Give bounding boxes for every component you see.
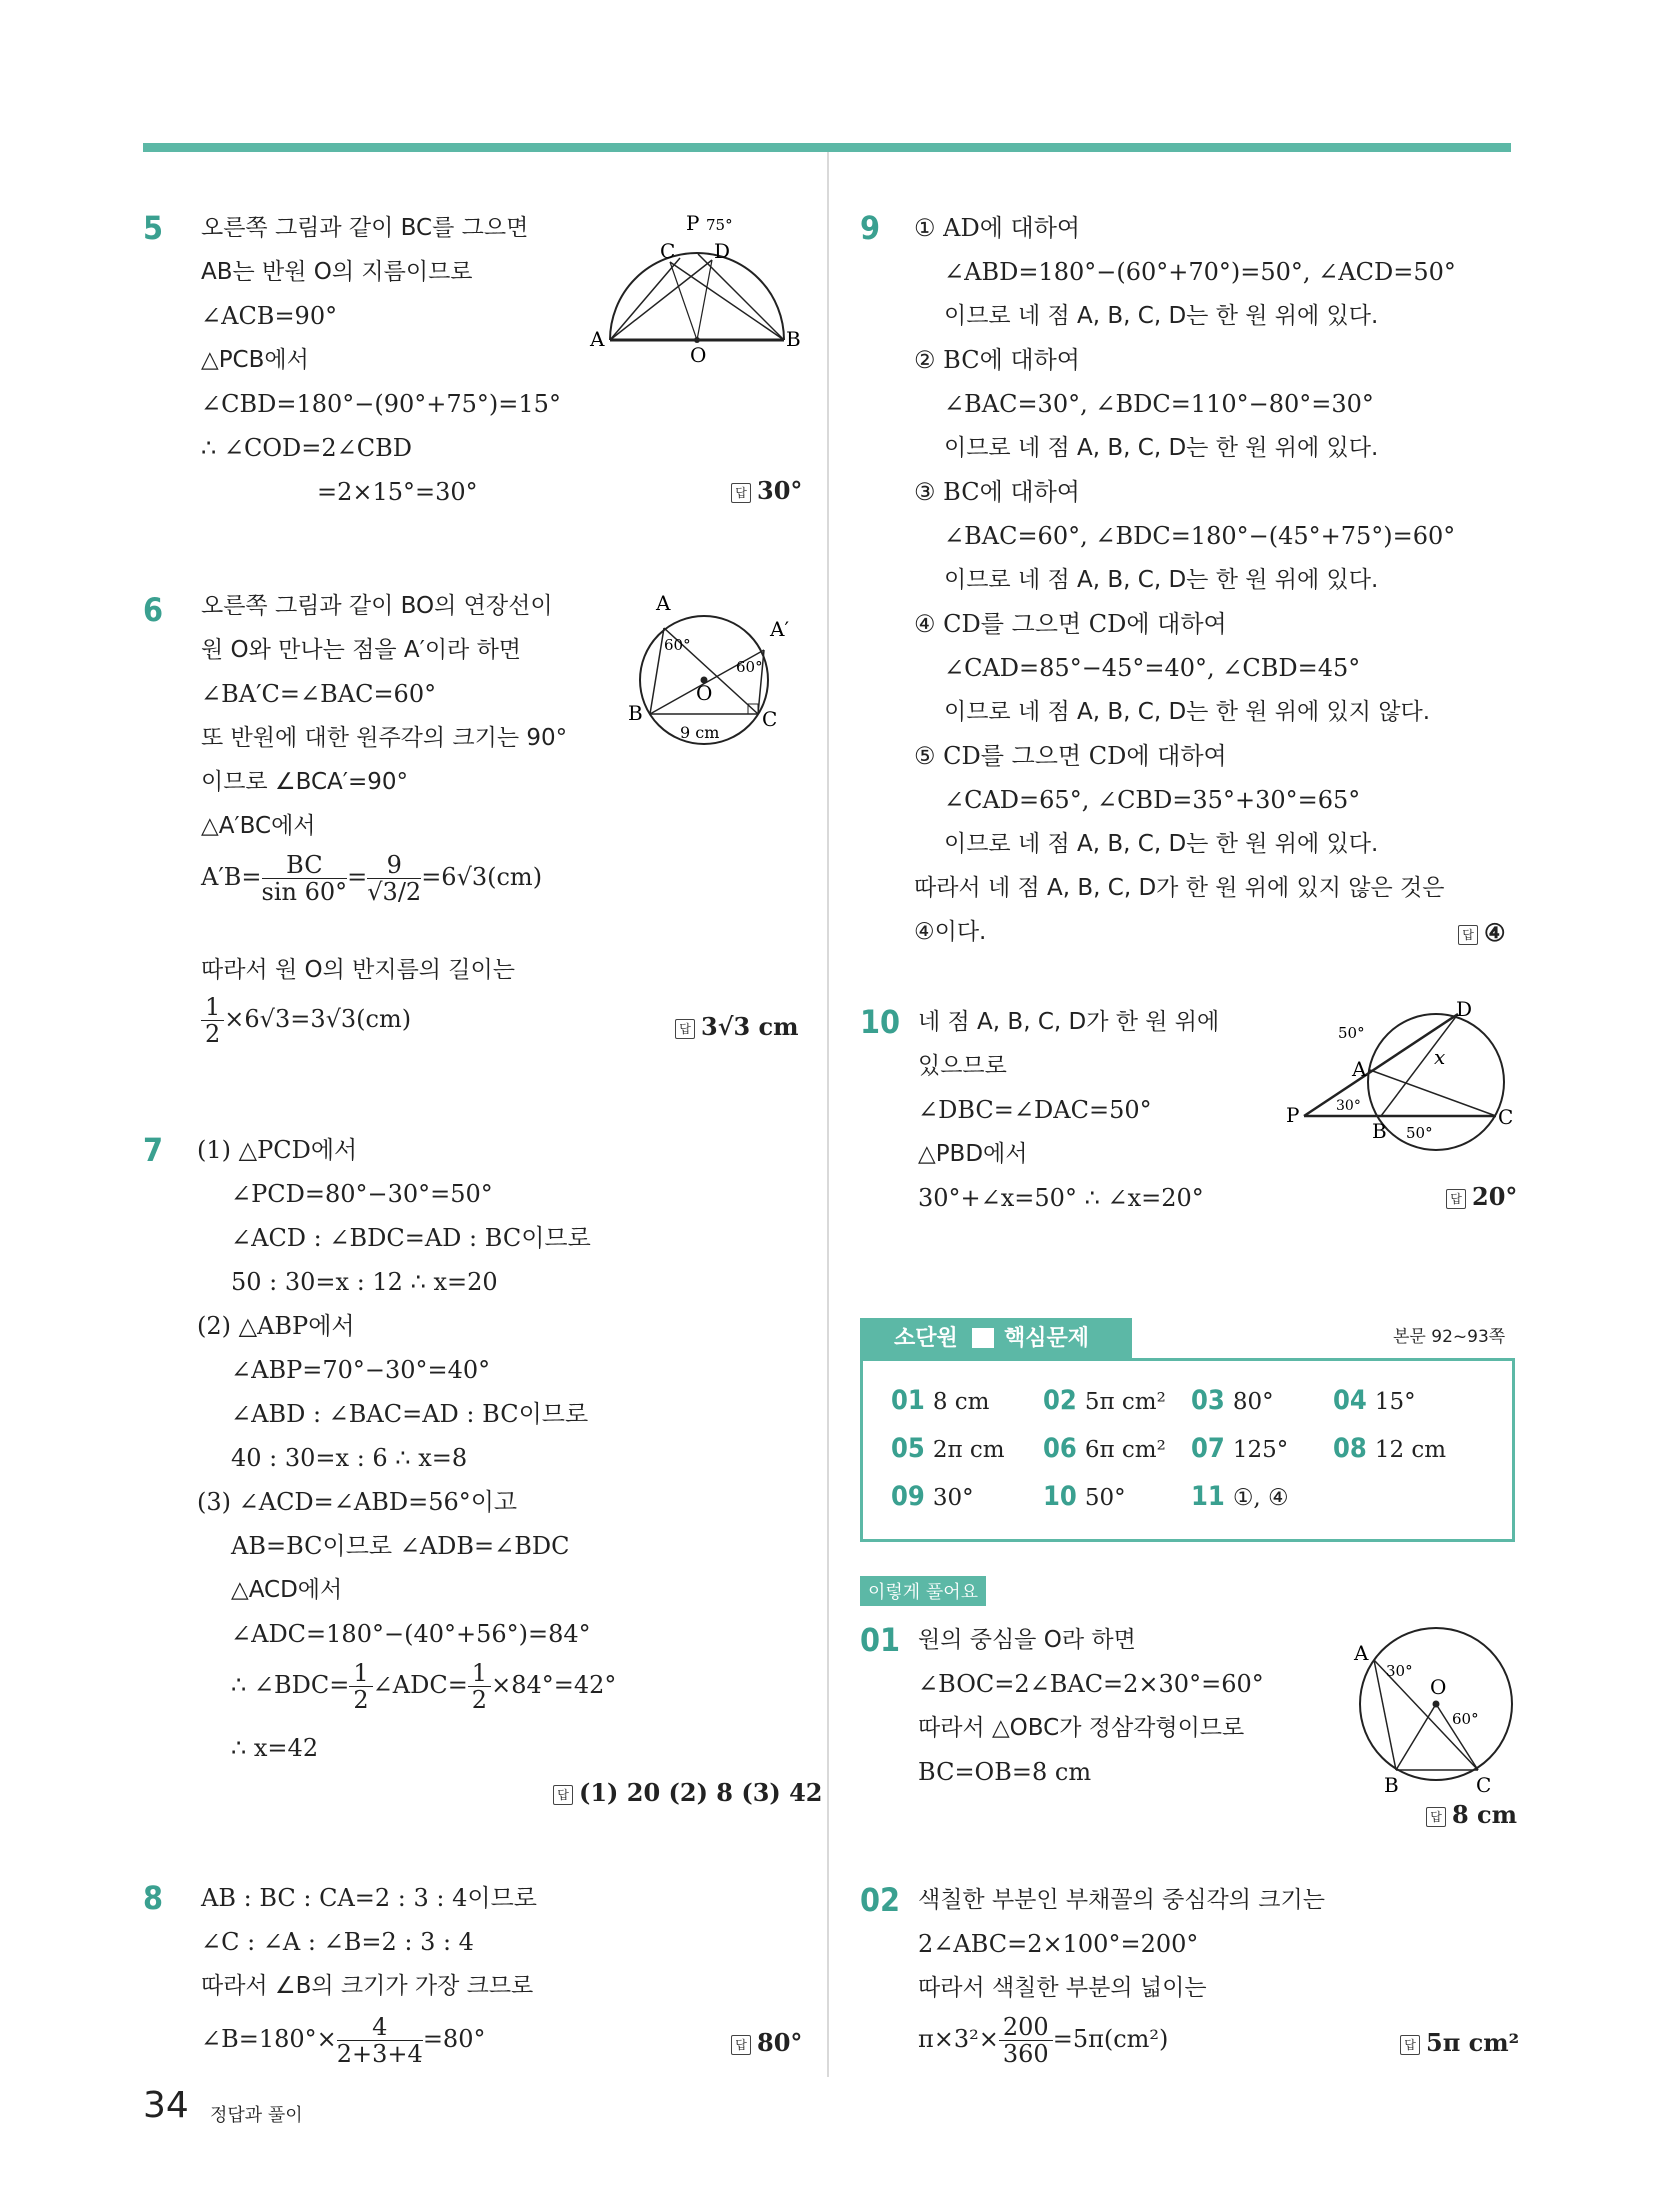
answer-item: 06 6π cm² <box>1043 1433 1166 1464</box>
label-p: P <box>1286 1103 1300 1127</box>
equation: ∠B=180°× $\frac{4}{2+3+4}$ =80° <box>201 2013 486 2068</box>
answer-mark-icon: 답 <box>1458 925 1478 945</box>
line: 오른쪽 그림과 같이 BC를 그으면 <box>201 215 529 241</box>
label-b: B <box>1372 1119 1387 1143</box>
label-o: O <box>696 681 713 705</box>
line: BC=OB=8 cm <box>918 1758 1092 1786</box>
label-c: C <box>762 707 778 731</box>
line: (3) ∠ACD=∠ABD=56°이고 <box>197 1488 518 1516</box>
line: ∠BA′C=∠BAC=60° <box>201 680 437 708</box>
answer: 답 5π cm² <box>1400 2028 1519 2057</box>
line: ∠ABP=70°−30°=40° <box>231 1356 491 1384</box>
answer: 답 20° <box>1446 1182 1517 1211</box>
equation: ∴ ∠BDC= $\frac{1}{2}$ ∠ADC= $\frac{1}{2}$ ×84°=42° <box>231 1659 617 1714</box>
line: 따라서 △OBC가 정삼각형이므로 <box>918 1715 1245 1741</box>
line: 이므로 ∠BCA′=90° <box>201 769 409 795</box>
label-angle-2: 30° <box>1336 1098 1361 1114</box>
label-length: 9 cm <box>680 723 720 742</box>
line: 원의 중심을 O라 하면 <box>918 1627 1136 1653</box>
label-d: D <box>714 239 731 263</box>
line: 따라서 색칠한 부분의 넓이는 <box>918 1975 1207 2001</box>
answer-item: 07 125° <box>1191 1433 1289 1464</box>
line: AB는 반원 O의 지름이므로 <box>201 259 473 285</box>
label-b: B <box>786 327 801 351</box>
problem-number: 01 <box>860 1621 901 1659</box>
answer-item: 04 15° <box>1333 1385 1416 1416</box>
label-angle-o: 60° <box>1452 1710 1479 1728</box>
line: 50 : 30=x : 12 ∴ x=20 <box>231 1268 498 1296</box>
core-problems-tab <box>860 1318 1132 1360</box>
label-angle: 75° <box>706 216 733 234</box>
line: ∠C : ∠A : ∠B=2 : 3 : 4 <box>201 1928 474 1956</box>
label-o: O <box>1430 1675 1447 1699</box>
line: ∠ADC=180°−(40°+56°)=84° <box>231 1620 591 1648</box>
line: AB : BC : CA=2 : 3 : 4이므로 <box>201 1884 537 1912</box>
line: 있으므로 <box>918 1053 1007 1079</box>
line: ④이다. <box>914 919 987 945</box>
line: ④ CD를 그으면 CD에 대하여 <box>914 610 1227 638</box>
section-title: 정답과 풀이 <box>210 2105 303 2126</box>
line: ∠BAC=60°, ∠BDC=180°−(45°+75°)=60° <box>944 522 1456 550</box>
answer-mark-icon: 답 <box>675 1019 695 1039</box>
line: 40 : 30=x : 6 ∴ x=8 <box>231 1444 468 1472</box>
answer-item: 03 80° <box>1191 1385 1274 1416</box>
tab-title: 핵심문제 <box>1004 1326 1090 1351</box>
line: ∠ABD=180°−(60°+70°)=50°, ∠ACD=50° <box>944 258 1456 286</box>
line: ① AD에 대하여 <box>914 214 1081 242</box>
column-divider <box>827 152 829 2077</box>
label-a: A <box>1354 1641 1369 1665</box>
label-angle-3: 50° <box>1406 1124 1433 1142</box>
line: 이므로 네 점 A, B, C, D는 한 원 위에 있다. <box>944 303 1379 329</box>
line: 네 점 A, B, C, D가 한 원 위에 <box>918 1009 1220 1035</box>
label-p: P <box>686 211 700 235</box>
equation: $\frac{1}{2}$ ×6√3=3√3(cm) <box>201 994 411 1047</box>
line: ∠BOC=2∠BAC=2×30°=60° <box>918 1670 1264 1698</box>
label-a-prime: A′ <box>770 617 789 641</box>
line: 이므로 네 점 A, B, C, D는 한 원 위에 있다. <box>944 435 1379 461</box>
figure-circle-6 <box>612 588 808 748</box>
label-x: x <box>1434 1045 1446 1069</box>
label-b: B <box>1384 1773 1399 1797</box>
answer: 답 ④ <box>1458 918 1506 947</box>
label-b: B <box>628 701 643 725</box>
line: 또 반원에 대한 원주각의 크기는 90° <box>201 725 568 751</box>
problem-number: 7 <box>143 1131 164 1169</box>
answer-item: 05 2π cm <box>891 1433 1005 1464</box>
equation: π×3²× $\frac{200}{360}$ =5π(cm²) <box>918 2013 1169 2068</box>
problem-number: 9 <box>860 209 881 247</box>
line: ② BC에 대하여 <box>914 346 1080 374</box>
answer-mark-icon: 답 <box>1426 1807 1446 1827</box>
line: (2) △ABP에서 <box>197 1312 355 1340</box>
label-angle-a: 30° <box>1386 1662 1413 1680</box>
line: 원 O와 만나는 점을 A′이라 하면 <box>201 637 522 663</box>
label-a: A <box>590 327 605 351</box>
answer: 답 (1) 20 (2) 8 (3) 42 <box>553 1778 823 1807</box>
line: ∠DBC=∠DAC=50° <box>918 1096 1152 1124</box>
line: 따라서 ∠B의 크기가 가장 크므로 <box>201 1973 534 1999</box>
line: 이므로 네 점 A, B, C, D는 한 원 위에 있지 않다. <box>944 699 1431 725</box>
answer-item: 10 50° <box>1043 1481 1126 1512</box>
line: AB=BC이므로 ∠ADB=∠BDC <box>231 1532 570 1560</box>
figure-circle-10 <box>1286 997 1514 1154</box>
line: ∠BAC=30°, ∠BDC=110°−80°=30° <box>944 390 1374 418</box>
equation: A′B= $\frac{BC}{\sin 60^\circ}$ = $\frac{9}{√3/2}$ =6√3(cm) <box>201 851 543 906</box>
line: ∠CAD=85°−45°=40°, ∠CBD=45° <box>944 654 1361 682</box>
line: 30°+∠x=50° ∴ ∠x=20° <box>918 1184 1204 1212</box>
answers-box <box>860 1358 1515 1542</box>
problem-number: 6 <box>143 591 164 629</box>
line: 따라서 네 점 A, B, C, D가 한 원 위에 있지 않은 것은 <box>914 875 1445 901</box>
answer: 답 30° <box>731 476 802 505</box>
problem-number: 5 <box>143 209 164 247</box>
answer-mark-icon: 답 <box>1446 1189 1466 1209</box>
label-c: C <box>1476 1773 1492 1797</box>
line: (1) △PCD에서 <box>197 1136 358 1164</box>
answer: 답 3√3 cm <box>675 1012 799 1041</box>
page-reference: 본문 92~93쪽 <box>1393 1327 1506 1347</box>
label-angle-1: 50° <box>1338 1024 1365 1042</box>
line: ∠ABD : ∠BAC=AD : BC이므로 <box>231 1400 589 1428</box>
problem-number: 8 <box>143 1879 164 1917</box>
line: 2∠ABC=2×100°=200° <box>918 1930 1199 1958</box>
line: 따라서 원 O의 반지름의 길이는 <box>201 957 515 983</box>
problem-number: 10 <box>860 1003 901 1041</box>
line: △PCB에서 <box>201 347 309 373</box>
answer-item: 01 8 cm <box>891 1385 990 1416</box>
label-a: A <box>656 591 671 615</box>
top-accent-bar <box>143 143 1511 152</box>
label-d: D <box>1456 997 1473 1021</box>
line: ∠CBD=180°−(90°+75°)=15° <box>201 390 561 418</box>
line: ∴ ∠COD=2∠CBD <box>201 434 413 462</box>
label-angle-a-prime: 60° <box>736 658 763 676</box>
answer-item: 08 12 cm <box>1333 1433 1447 1464</box>
answer-mark-icon: 답 <box>1400 2035 1420 2055</box>
answer-item: 11 ①, ④ <box>1191 1481 1289 1512</box>
solution-badge: 이렇게 풀어요 <box>860 1576 986 1606</box>
answer: 답 8 cm <box>1426 1800 1517 1829</box>
line: △A′BC에서 <box>201 813 316 839</box>
label-c: C <box>1498 1105 1514 1129</box>
label-c: C <box>660 239 676 263</box>
answer-item: 09 30° <box>891 1481 974 1512</box>
line: 이므로 네 점 A, B, C, D는 한 원 위에 있다. <box>944 567 1379 593</box>
label-a: A <box>1352 1057 1367 1081</box>
tab-label: 소단원 <box>894 1326 958 1351</box>
line: 이므로 네 점 A, B, C, D는 한 원 위에 있다. <box>944 831 1379 857</box>
problem-number: 02 <box>860 1881 901 1919</box>
line: ⑤ CD를 그으면 CD에 대하여 <box>914 742 1227 770</box>
line: ∠ACB=90° <box>201 302 338 330</box>
label-o: O <box>690 343 707 367</box>
line: ∠CAD=65°, ∠CBD=35°+30°=65° <box>944 786 1361 814</box>
answer-mark-icon: 답 <box>553 1785 573 1805</box>
line: ③ BC에 대하여 <box>914 478 1080 506</box>
line: ∠PCD=80°−30°=50° <box>231 1180 493 1208</box>
book-icon <box>972 1328 994 1348</box>
line: △PBD에서 <box>918 1141 1028 1167</box>
figure-circle-01 <box>1346 1624 1512 1797</box>
line: ∠ACD : ∠BDC=AD : BC이므로 <box>231 1224 591 1252</box>
line: =2×15°=30° <box>317 478 478 506</box>
answer-item: 02 5π cm² <box>1043 1385 1166 1416</box>
figure-semicircle <box>590 210 801 367</box>
answer-mark-icon: 답 <box>731 483 751 503</box>
line: △ACD에서 <box>231 1577 343 1603</box>
label-angle-a: 60° <box>664 636 691 654</box>
page-number: 34 <box>143 2085 189 2126</box>
line: 오른쪽 그림과 같이 BO의 연장선이 <box>201 593 553 619</box>
line: ∴ x=42 <box>231 1734 319 1762</box>
answer: 답 80° <box>731 2028 802 2057</box>
line: 색칠한 부분인 부채꼴의 중심각의 크기는 <box>918 1887 1325 1913</box>
answer-mark-icon: 답 <box>731 2035 751 2055</box>
